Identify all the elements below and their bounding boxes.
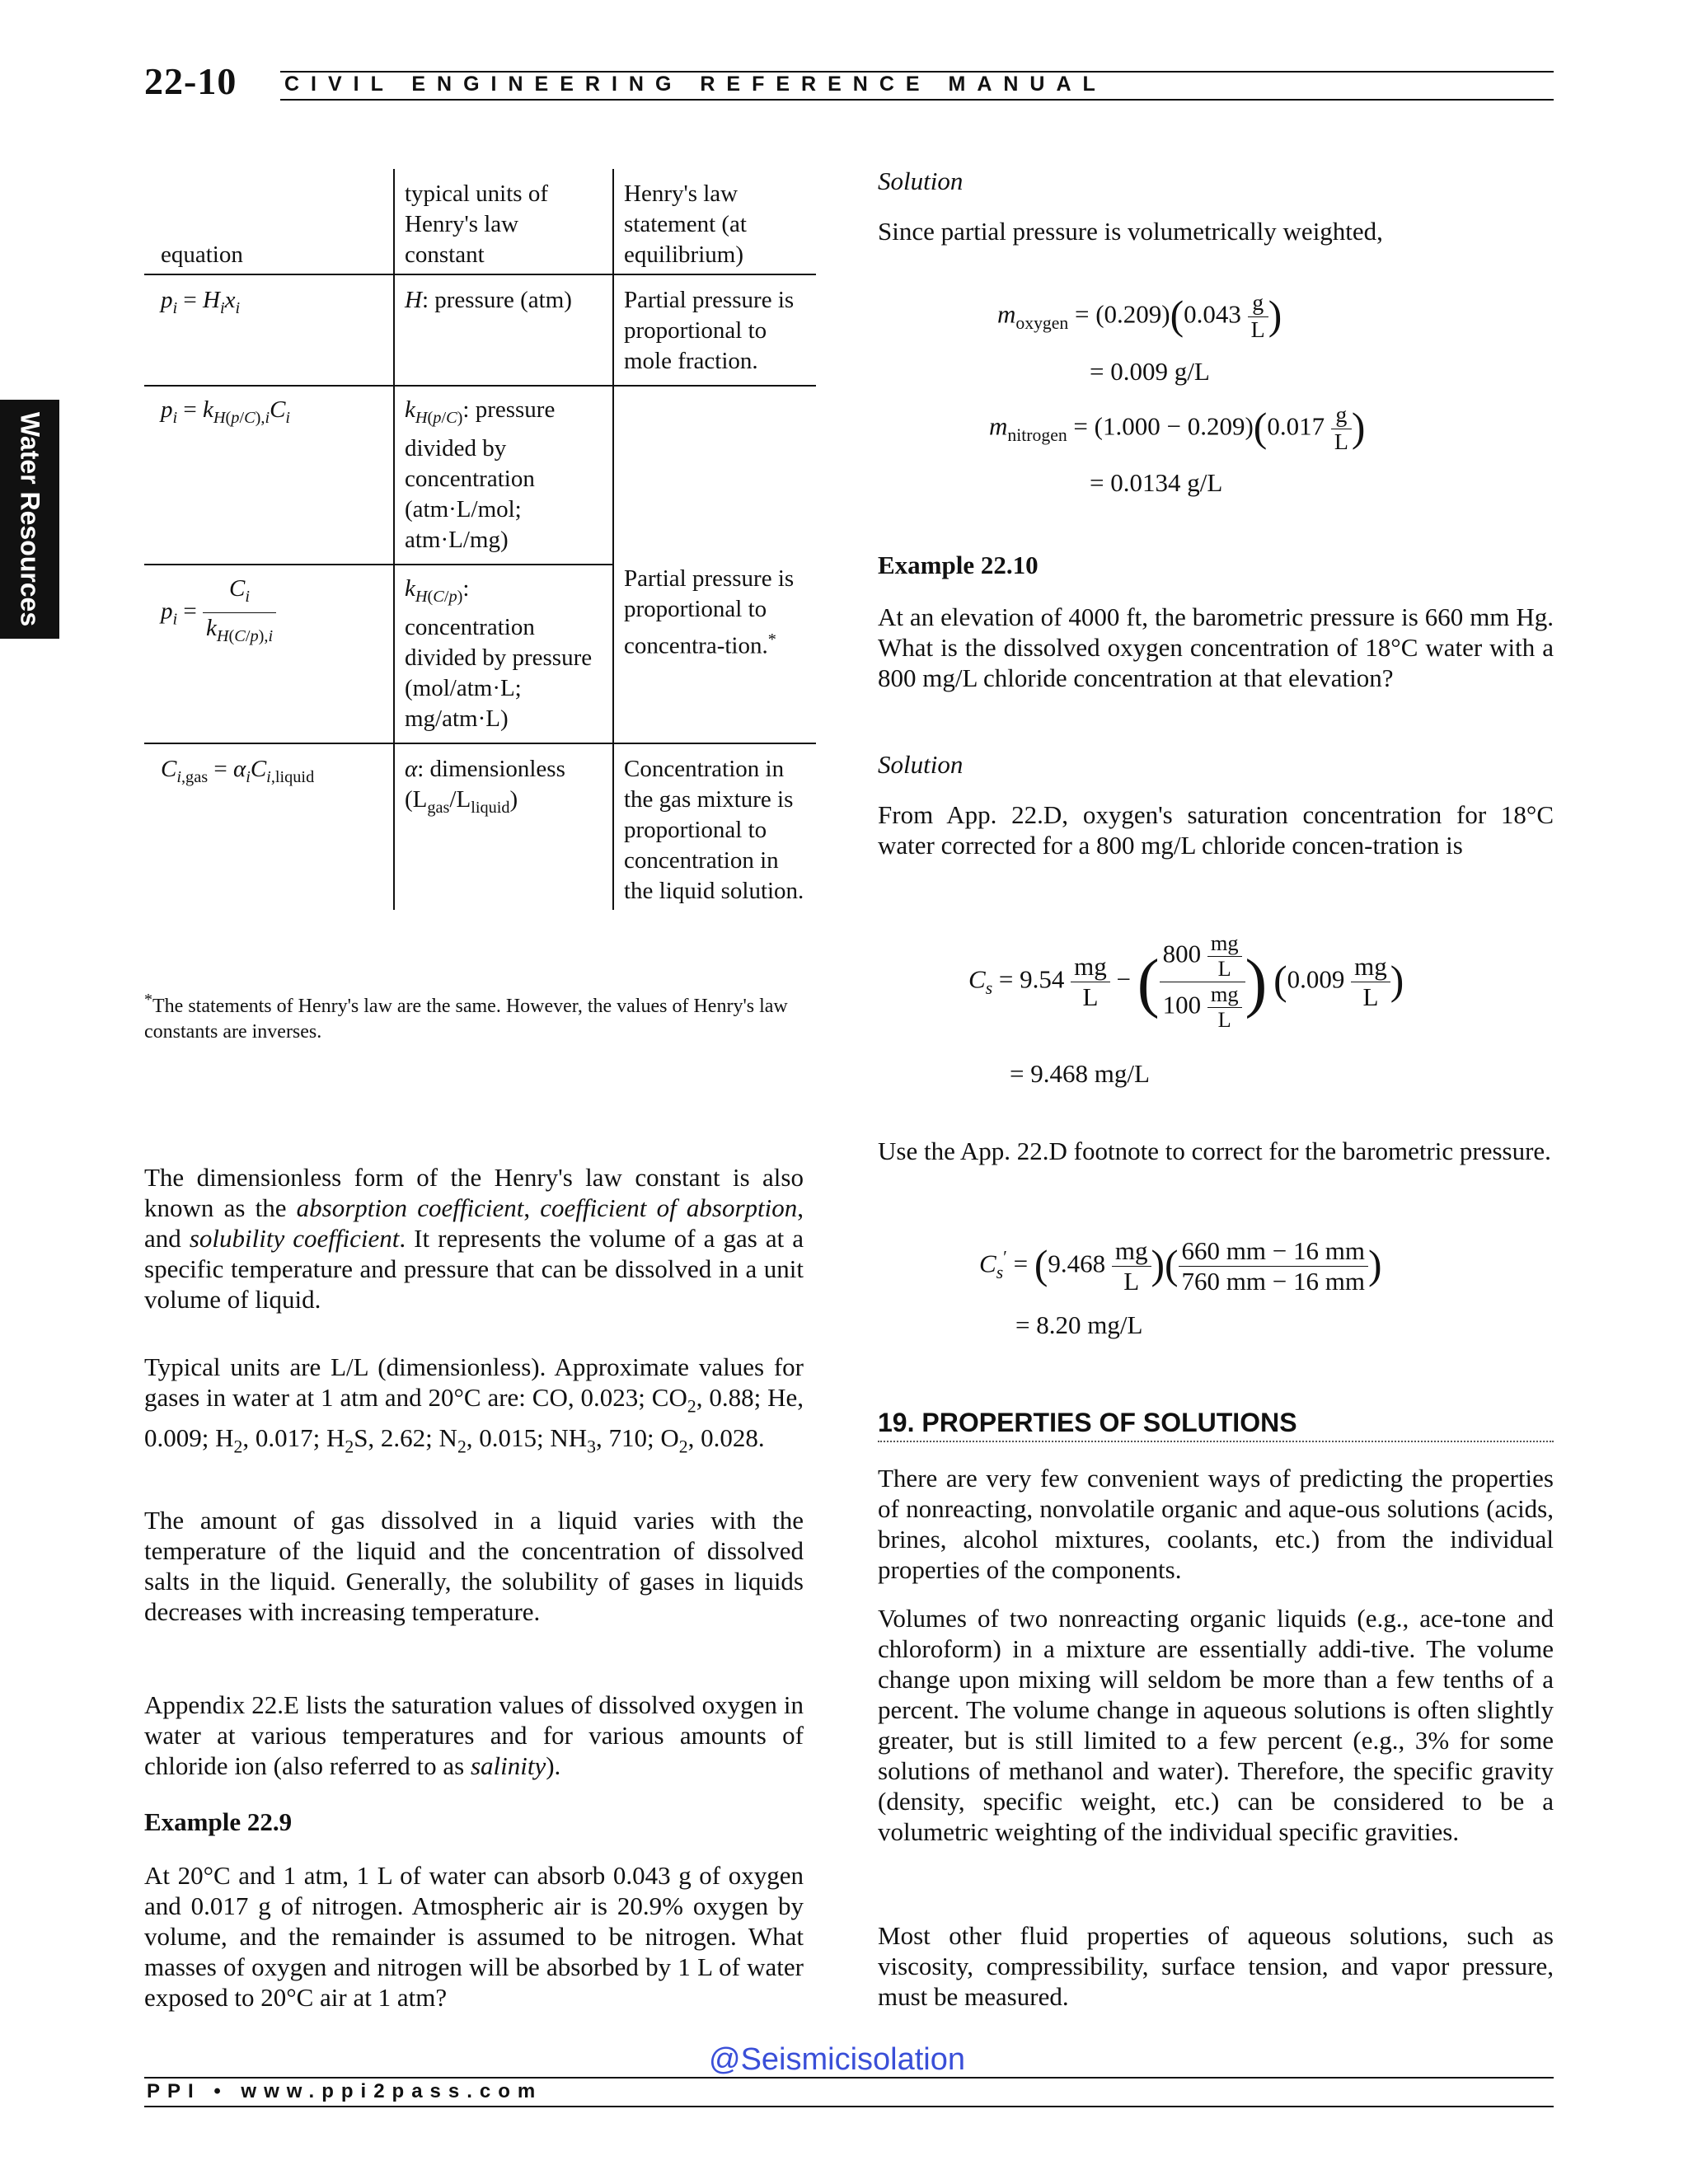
equation-cell: $C_{i,gas} = \alpha_iC_{i,liquid}$ — [144, 743, 394, 910]
footer-rule-bottom — [144, 2106, 1554, 2107]
example-22-9-title: Example 22.9 — [144, 1807, 293, 1836]
units-cell: $k_{H(C/p)}$: concentration divided by pressure (mol/atm·L; mg/atm·L) — [394, 565, 613, 743]
equation-cs-prime: $C_s' = (9.468$ $\frac{mg}{L}$ )( $\frac{660 mm - 16 mm}{760 mm - 16 mm}$ ) — [979, 1236, 1382, 1296]
units-cell: $k_{H(p/C)}$: pressure divided by concentration (atm·L/mol; atm·L/mg) — [394, 386, 613, 565]
example-22-10-text: At an elevation of 4000 ft, the barometric pressure is 660 mm Hg. What is the dissolved oxygen concentration of 18°C water with a 800 mg/L chloride concentration at that elevation? — [878, 602, 1554, 692]
table-row — [144, 743, 816, 910]
equation-nitrogen-mass: $m_{nitrogen} = (1.000 - 0.209)(0.017$ $\frac{g}{L}$ ) — [989, 402, 1366, 455]
units-cell: H: pressure (atm) — [394, 274, 613, 386]
equation-cs-result: = 9.468 mg/L — [1010, 1059, 1150, 1088]
page-number: 22-10 — [144, 60, 237, 102]
example-22-9-text: At 20°C and 1 atm, 1 L of water can absorb 0.043 g of oxygen and 0.017 g of nitrogen. Atmospheric air is 20.9% oxygen by volume, and the remainder is assumed to be nitrogen. What masses of oxygen and nitrogen will be absorbed by 1 L of water exposed to 20°C air at 1 atm? — [144, 1861, 804, 2012]
solution-2-title: Solution — [878, 750, 964, 779]
table-footnote: *The statements of Henry's law are the same. However, the values of Henry's law constants are inverses. — [144, 991, 788, 1043]
solution-1-title: Solution — [878, 166, 964, 195]
equation-cell: $p_i = k_{H(p/C),i}C_i$ — [144, 386, 394, 565]
footer-rule-top — [144, 2077, 1554, 2079]
equation-oxygen-result: = 0.009 g/L — [1090, 357, 1210, 386]
table-header-cell: typical units of Henry's law constant — [394, 169, 613, 274]
solutions-paragraph-1: There are very few convenient ways of predicting the properties of nonreacting, nonvolatile organic and aque-ous solutions (acids, brines, alcohol mixtures, coolants, etc.) from the individual properties of the components. — [878, 1464, 1554, 1584]
equation-cs: $C_s = 9.54$ $\frac{mg}{L}$ − ( 800 $\frac{mg}{L}$ 100 $\frac{mg}{L}$ ) (0.009 $\frac{mg}{L}$ ) — [968, 931, 1404, 1032]
equation-oxygen-mass: $m_{oxygen} = (0.209)(0.043$ $\frac{g}{L}$ ) — [997, 290, 1282, 343]
example-22-10-title: Example 22.10 — [878, 551, 1039, 579]
equation-cell: $p_i = H_ix_i$ — [144, 274, 394, 386]
statement-cell: Partial pressure is proportional to concentra-tion.* — [613, 386, 816, 743]
equation-cell: $p_i$ = $\frac{C_i}{k_{H(C/p),i}}$ — [144, 565, 394, 743]
paragraph-gas-solubility: The amount of gas dissolved in a liquid varies with the temperature of the liquid and the concentration of dissolved salts in the liquid. Generally, the solubility of gases in liquids decreases with increasing temperature. — [144, 1506, 804, 1626]
paragraph-dimensionless-form: The dimensionless form of the Henry's law constant is also known as the absorption coefficient, coefficient of absorption, and solubility coefficient. It represents the volume of a gas at a specific temperature and pressure that can be dissolved in a unit volume of liquid. — [144, 1163, 804, 1314]
statement-cell: Partial pressure is proportional to mole fraction. — [613, 274, 816, 386]
equation-cs-prime-result: = 8.20 mg/L — [1015, 1310, 1143, 1339]
table-row — [144, 386, 816, 565]
table-header-row — [144, 169, 816, 274]
footer-text: PPI • www.ppi2pass.com — [147, 2080, 543, 2102]
section-dotted-rule — [878, 1441, 1554, 1442]
section-side-tab — [0, 400, 59, 639]
manual-title: CIVIL ENGINEERING REFERENCE MANUAL — [284, 73, 1107, 96]
paragraph-appendix-22e: Appendix 22.E lists the saturation values of dissolved oxygen in water at various temperatures and for various amounts of chloride ion (also referred to as salinity). — [144, 1690, 804, 1780]
units-cell: α: dimensionless $(L_{gas}/L_{liquid})$ — [394, 743, 613, 910]
solution-2-text: From App. 22.D, oxygen's saturation concentration for 18°C water corrected for a 800 mg/L chloride concen-tration is — [878, 800, 1554, 860]
equation-nitrogen-result: = 0.0134 g/L — [1090, 468, 1223, 497]
paragraph-typical-units: Typical units are L/L (dimensionless). Approximate values for gases in water at 1 atm and 20°C are: CO, 0.023; $CO_2$, 0.88; He, 0.009; $H_2$, 0.017; $H_2S$, 2.62; $N_2$, 0.015; $NH_3$, 710; $O_2$, 0.028. — [144, 1352, 804, 1457]
paragraph-barometric: Use the App. 22.D footnote to correct for the barometric pressure. — [878, 1137, 1551, 1165]
statement-cell: Concentration in the gas mixture is proportional to concentration in the liquid solution. — [624, 756, 804, 905]
header-rule-bottom — [280, 99, 1554, 101]
table-header-cell: equation — [144, 169, 394, 274]
watermark: @Seismicisolation — [709, 2042, 966, 2077]
section-title: 19. PROPERTIES OF SOLUTIONS — [878, 1408, 1297, 1437]
henry-law-table — [144, 169, 816, 910]
solutions-paragraph-3: Most other fluid properties of aqueous solutions, such as viscosity, compressibility, surface tension, and vapor pressure, must be measured. — [878, 1921, 1554, 2011]
solution-1-text: Since partial pressure is volumetrically weighted, — [878, 217, 1383, 246]
solutions-paragraph-2: Volumes of two nonreacting organic liquids (e.g., ace-tone and chloroform) in a mixture are essentially addi-tive. The volume change upon mixing will seldom be more than a few tenths of a percent. The volume change in aqueous solutions is often slightly greater, but is still limited to a few percent (e.g., 3% for some solutions of methanol and water). Therefore, the specific gravity (density, specific weight, etc.) can be considered to be a volumetric weighting of the individual specific gravities. — [878, 1604, 1554, 1846]
table-header-cell: Henry's law statement (at equilibrium) — [613, 169, 816, 274]
table-row — [144, 274, 816, 386]
side-tab-label: Water Resources — [15, 411, 45, 627]
